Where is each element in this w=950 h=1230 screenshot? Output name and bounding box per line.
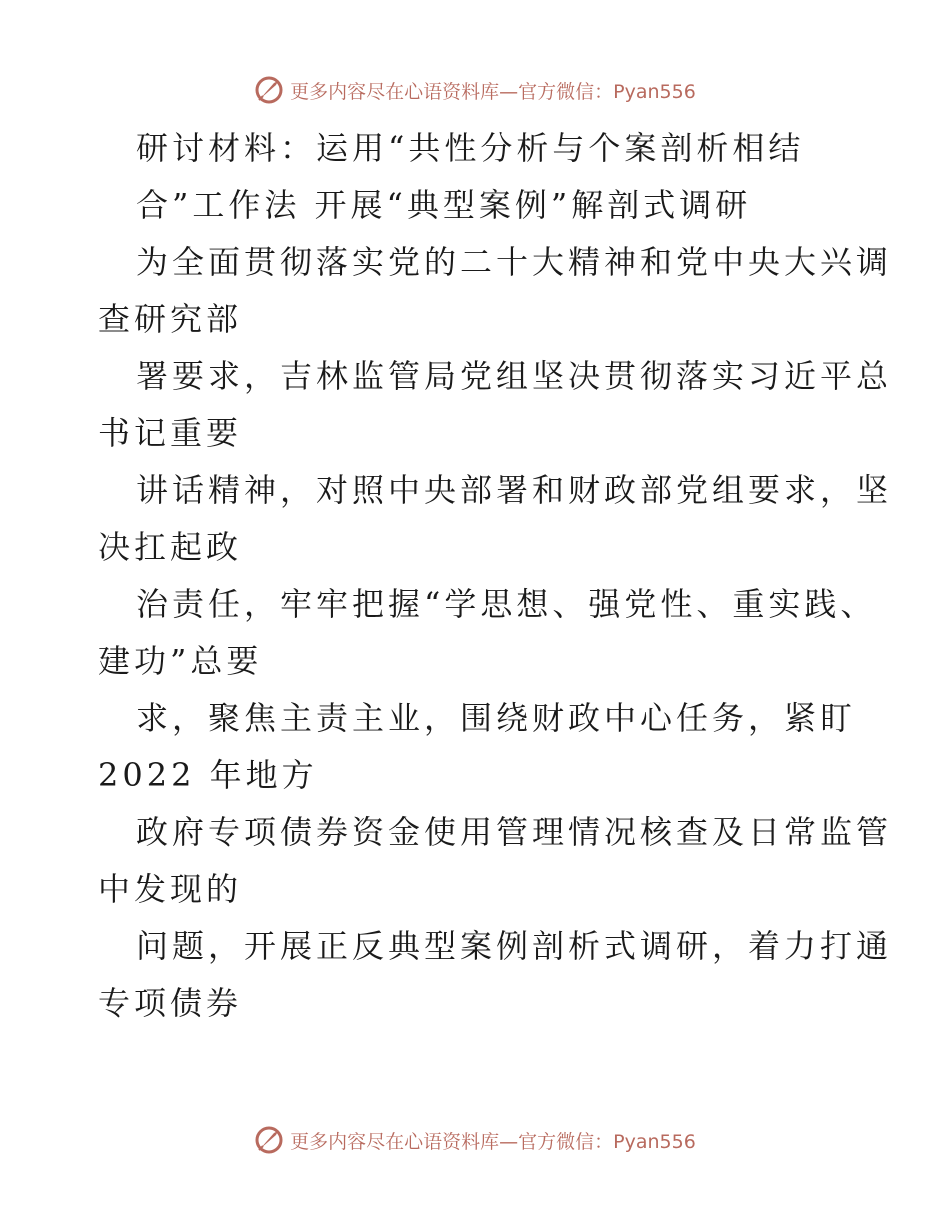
quill-pen-logo-icon bbox=[254, 75, 284, 105]
body-text-line: 中发现的 bbox=[98, 870, 243, 908]
body-text-line: 署要求，吉林监管局党组坚决贯彻落实习近平总 bbox=[136, 357, 893, 395]
body-text-line: 专项债券 bbox=[98, 984, 243, 1022]
body-text-line: 研讨材料：运用“共性分析与个案剖析相结 bbox=[136, 129, 805, 167]
body-text-line: 合”工作法 开展“典型案例”解剖式调研 bbox=[136, 186, 752, 224]
document-body bbox=[98, 120, 893, 1032]
header-banner bbox=[0, 70, 950, 110]
footer-banner-text: 更多内容尽在心语资料库—官方微信：Pyan556 bbox=[290, 1130, 696, 1153]
body-text-line: 决扛起政 bbox=[98, 528, 243, 566]
quill-pen-logo-icon bbox=[254, 1125, 284, 1155]
footer-banner bbox=[0, 1120, 950, 1160]
body-text-line: 书记重要 bbox=[98, 414, 243, 452]
body-text-line: 求，聚焦主责主业，围绕财政中心任务，紧盯 bbox=[136, 699, 857, 737]
body-text-line: 讲话精神，对照中央部署和财政部党组要求，坚 bbox=[136, 471, 893, 509]
header-banner-text: 更多内容尽在心语资料库—官方微信：Pyan556 bbox=[290, 80, 696, 103]
body-text-line: 2022 年地方 bbox=[98, 756, 318, 794]
body-text-line: 为全面贯彻落实党的二十大精神和党中央大兴调 bbox=[136, 243, 893, 281]
body-text-line: 治责任，牢牢把握“学思想、强党性、重实践、 bbox=[136, 585, 877, 623]
body-text-line: 查研究部 bbox=[98, 300, 243, 338]
body-text-line: 问题，开展正反典型案例剖析式调研，着力打通 bbox=[136, 927, 893, 965]
body-text-line: 政府专项债券资金使用管理情况核查及日常监管 bbox=[136, 813, 893, 851]
body-text-line: 建功”总要 bbox=[98, 642, 263, 680]
